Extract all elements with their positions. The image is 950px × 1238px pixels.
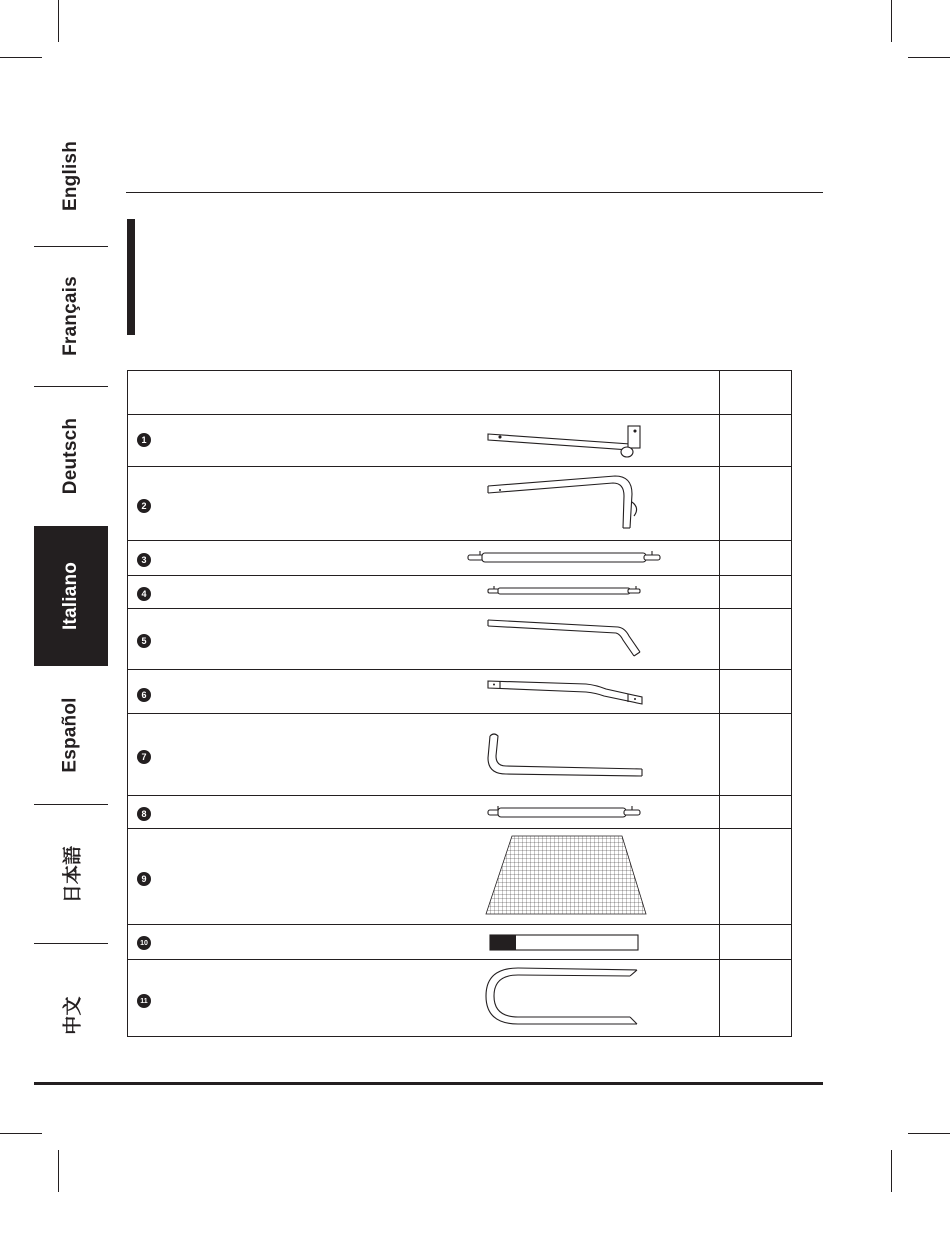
language-label: 日本語 <box>62 845 84 903</box>
language-tab-francais[interactable] <box>34 248 108 384</box>
language-tab-deutsch[interactable] <box>34 388 108 523</box>
part-number-badge: 1 <box>137 433 151 447</box>
part-number-badge: 3 <box>137 553 151 567</box>
table-row-divider <box>127 540 792 541</box>
part-number-badge: 10 <box>137 936 151 950</box>
language-label: Français <box>60 276 82 356</box>
language-divider <box>34 804 108 805</box>
l-shaped-tube-icon <box>480 728 650 780</box>
short-connector-tube-icon <box>486 583 646 599</box>
strap-icon <box>488 933 642 953</box>
crop-mark <box>908 1133 950 1134</box>
crop-mark <box>891 1150 892 1192</box>
language-tab-italiano[interactable] <box>34 526 108 666</box>
connector-tube-icon <box>486 803 646 821</box>
language-label: Español <box>60 697 81 773</box>
crop-mark <box>891 0 892 42</box>
bent-tube-icon <box>480 614 650 662</box>
crop-mark <box>0 1133 42 1134</box>
table-row-divider <box>127 414 792 415</box>
language-label: Italiano <box>59 561 81 631</box>
section-bar <box>127 219 135 335</box>
header-rule <box>126 192 823 193</box>
net-icon <box>482 834 650 918</box>
table-row-divider <box>127 669 792 670</box>
language-tab-chinese[interactable] <box>34 945 108 1085</box>
part-number-badge: 7 <box>137 750 151 764</box>
crop-mark <box>58 0 59 42</box>
part-number-badge: 9 <box>137 872 151 886</box>
language-label: 中文 <box>62 995 84 1035</box>
table-row-divider <box>127 713 792 714</box>
language-tab-english[interactable] <box>34 110 108 242</box>
table-row-divider <box>127 608 792 609</box>
crop-mark <box>0 57 42 58</box>
quantity-column-divider <box>719 370 720 1037</box>
table-row-divider <box>127 828 792 829</box>
language-divider <box>34 386 108 387</box>
language-tab-japanese[interactable] <box>34 806 108 942</box>
language-tab-espanol[interactable] <box>34 668 108 802</box>
footer-rule <box>34 1082 823 1085</box>
part-number-badge: 5 <box>137 634 151 648</box>
language-label: English <box>59 140 81 212</box>
table-row-divider <box>127 959 792 960</box>
long-connector-tube-icon <box>466 548 666 568</box>
table-row-divider <box>127 575 792 576</box>
curved-upright-tube-icon <box>480 472 650 536</box>
language-divider <box>34 246 108 247</box>
top-arm-tube-icon <box>480 420 650 462</box>
part-number-badge: 11 <box>137 994 151 1008</box>
table-row-divider <box>127 466 792 467</box>
part-number-badge: 8 <box>137 807 151 821</box>
parts-table <box>127 370 792 1037</box>
side-tube-icon <box>484 676 650 708</box>
part-number-badge: 6 <box>137 688 151 702</box>
table-row-divider <box>127 795 792 796</box>
table-row-divider <box>127 924 792 925</box>
part-number-badge: 4 <box>137 587 151 601</box>
language-divider <box>34 943 108 944</box>
crop-mark <box>58 1150 59 1192</box>
crop-mark <box>908 57 950 58</box>
part-number-badge: 2 <box>137 499 151 513</box>
u-shaped-base-tube-icon <box>482 964 650 1030</box>
language-label: Deutsch <box>60 417 81 494</box>
